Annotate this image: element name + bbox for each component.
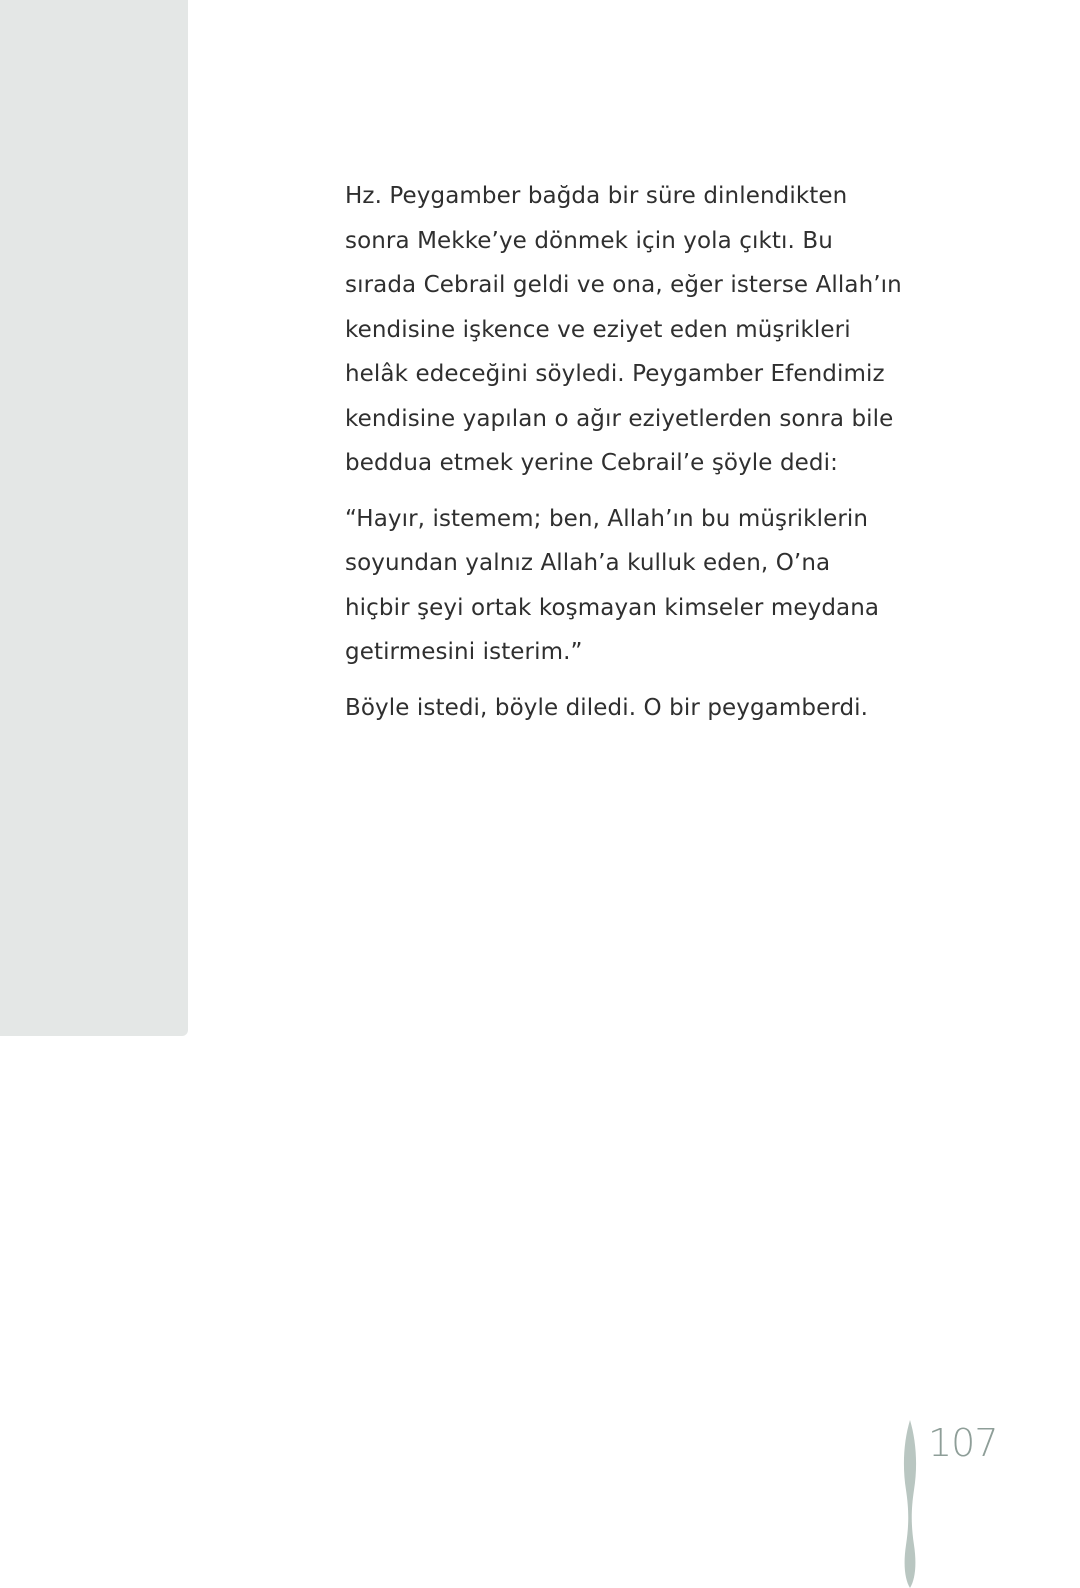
leaf-ornament-icon [899,1420,921,1588]
paragraph-quote: “Hayır, istemem; ben, Allah’ın bu müşriklerin soyundan yalnız Allah’a kulluk eden, O’na hiçbir şeyi ortak koşmayan kimseler meydana getirmesini isterim.” [345,505,880,665]
paragraph-closing: Böyle istedi, böyle diledi. O bir peygamberdi. [345,694,869,721]
body-text [345,174,905,730]
side-panel [0,0,188,1036]
paragraph-narrative: Hz. Peygamber bağda bir süre dinlendikten sonra Mekke’ye dönmek için yola çıktı. Bu sırada Cebrail geldi ve ona, eğer isterse Allah’ın kendisine işkence ve eziyet eden müşrikleri helâk edeceğini söyledi. Peygamber Efendimiz kendisine yapılan o ağır eziyetlerden sonra bile beddua etmek yerine Cebrail’e şöyle dedi: [345,183,902,476]
page-number: 107 [928,1421,998,1465]
